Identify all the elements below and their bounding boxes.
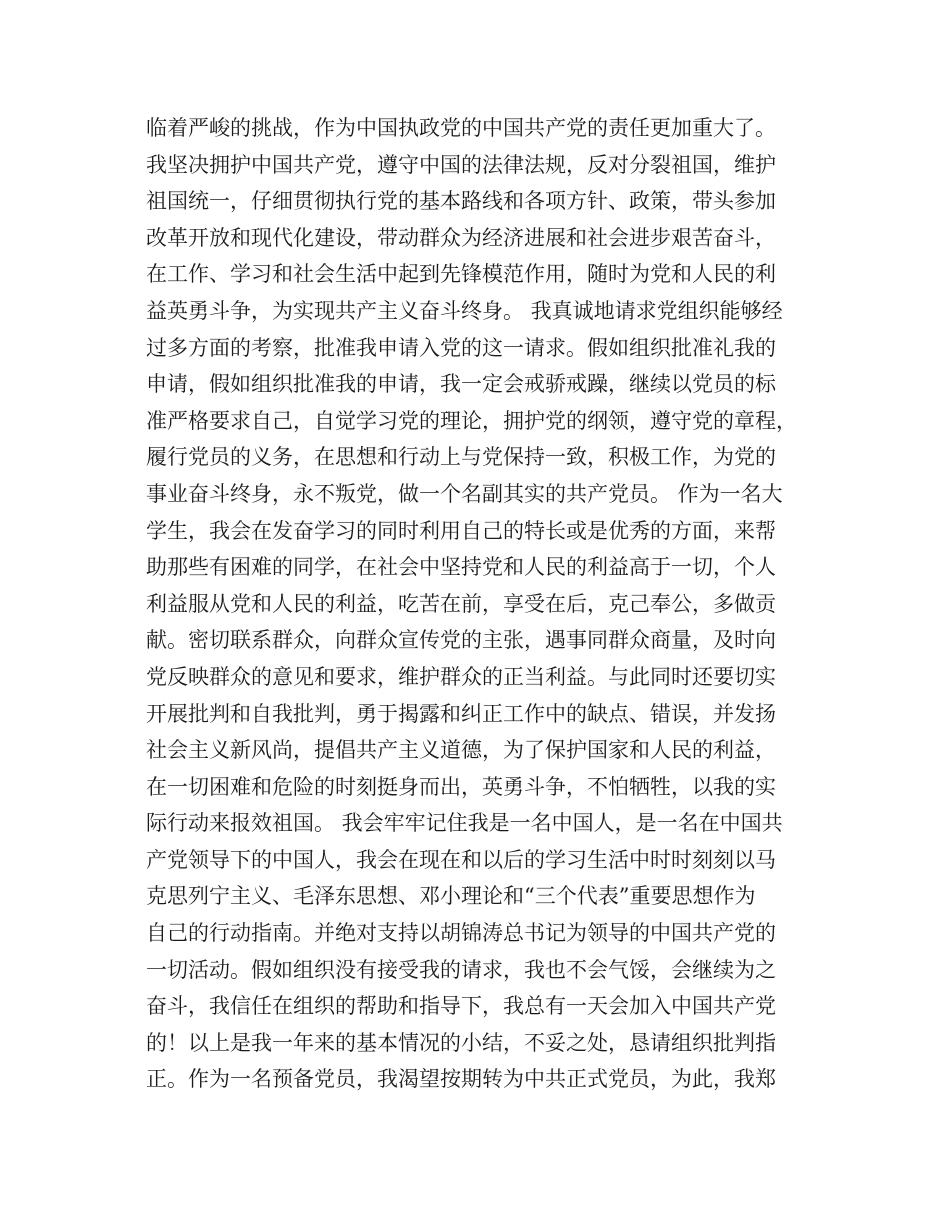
- text-line: 申请，假如组织批准我的申请，我一定会戒骄戒躁，继续以党员的标: [146, 372, 776, 397]
- text-line: 自己的行动指南。并绝对支持以胡锦涛总书记为领导的中国共产党的: [146, 921, 776, 946]
- text-line: 的！以上是我一年来的基本情况的小结，不妥之处，恳请组织批判指: [146, 1030, 776, 1055]
- text-line: 准严格要求自己，自觉学习党的理论，拥护党的纲领，遵守党的章程，: [146, 408, 797, 433]
- text-line: 助那些有困难的同学，在社会中坚持党和人民的利益高于一切，个人: [146, 555, 776, 580]
- text-line: 利益服从党和人民的利益，吃苦在前，享受在后，克己奉公，多做贡: [146, 591, 776, 616]
- text-line: 事业奋斗终身，永不叛党，做一个名副其实的共产党员。 作为一名大: [146, 481, 783, 506]
- text-line: 履行党员的义务，在思想和行动上与党保持一致，积极工作，为党的: [146, 445, 776, 470]
- body-text: [146, 110, 806, 1098]
- text-line: 益英勇斗争，为实现共产主义奋斗终身。 我真诚地请求党组织能够经: [146, 298, 783, 323]
- text-line: 献。密切联系群众，向群众宣传党的主张，遇事同群众商量，及时向: [146, 628, 776, 653]
- text-line: 过多方面的考察，批准我申请入党的这一请求。假如组织批准礼我的: [146, 335, 776, 360]
- text-line: 祖国统一，仔细贯彻执行党的基本路线和各项方针、政策，带头参加: [146, 189, 776, 214]
- text-line: 改革开放和现代化建设，带动群众为经济进展和社会进步艰苦奋斗，: [146, 225, 776, 250]
- text-line: 社会主义新风尚，提倡共产主义道德，为了保护国家和人民的利益，: [146, 738, 776, 763]
- text-line: 临着严峻的挑战，作为中国执政党的中国共产党的责任更加重大了。: [146, 116, 776, 140]
- text-line: 一切活动。假如组织没有接受我的请求，我也不会气馁，会继续为之: [146, 957, 776, 982]
- text-line: 党反映群众的意见和要求，维护群众的正当利益。与此同时还要切实: [146, 664, 776, 689]
- text-line: 正。作为一名预备党员，我渴望按期转为中共正式党员，为此，我郑: [146, 1067, 776, 1092]
- text-line: 克思列宁主义、毛泽东思想、邓小理论和“三个代表”重要思想作为: [146, 884, 756, 909]
- text-line: 开展批判和自我批判，勇于揭露和纠正工作中的缺点、错误，并发扬: [146, 701, 776, 726]
- text-line: 在工作、学习和社会生活中起到先锋模范作用，随时为党和人民的利: [146, 262, 776, 287]
- text-line: 在一切困难和危险的时刻挺身而出，英勇斗争，不怕牺牲，以我的实: [146, 774, 776, 799]
- text-line: 际行动来报效祖国。 我会牢牢记住我是一名中国人，是一名在中国共: [146, 811, 783, 836]
- text-line: 我坚决拥护中国共产党，遵守中国的法律法规，反对分裂祖国，维护: [146, 152, 776, 177]
- text-line: 奋斗，我信任在组织的帮助和指导下，我总有一天会加入中国共产党: [146, 994, 776, 1019]
- text-line: 产党领导下的中国人，我会在现在和以后的学习生活中时时刻刻以马: [146, 847, 776, 872]
- text-line: 学生，我会在发奋学习的同时利用自己的特长或是优秀的方面，来帮: [146, 518, 776, 543]
